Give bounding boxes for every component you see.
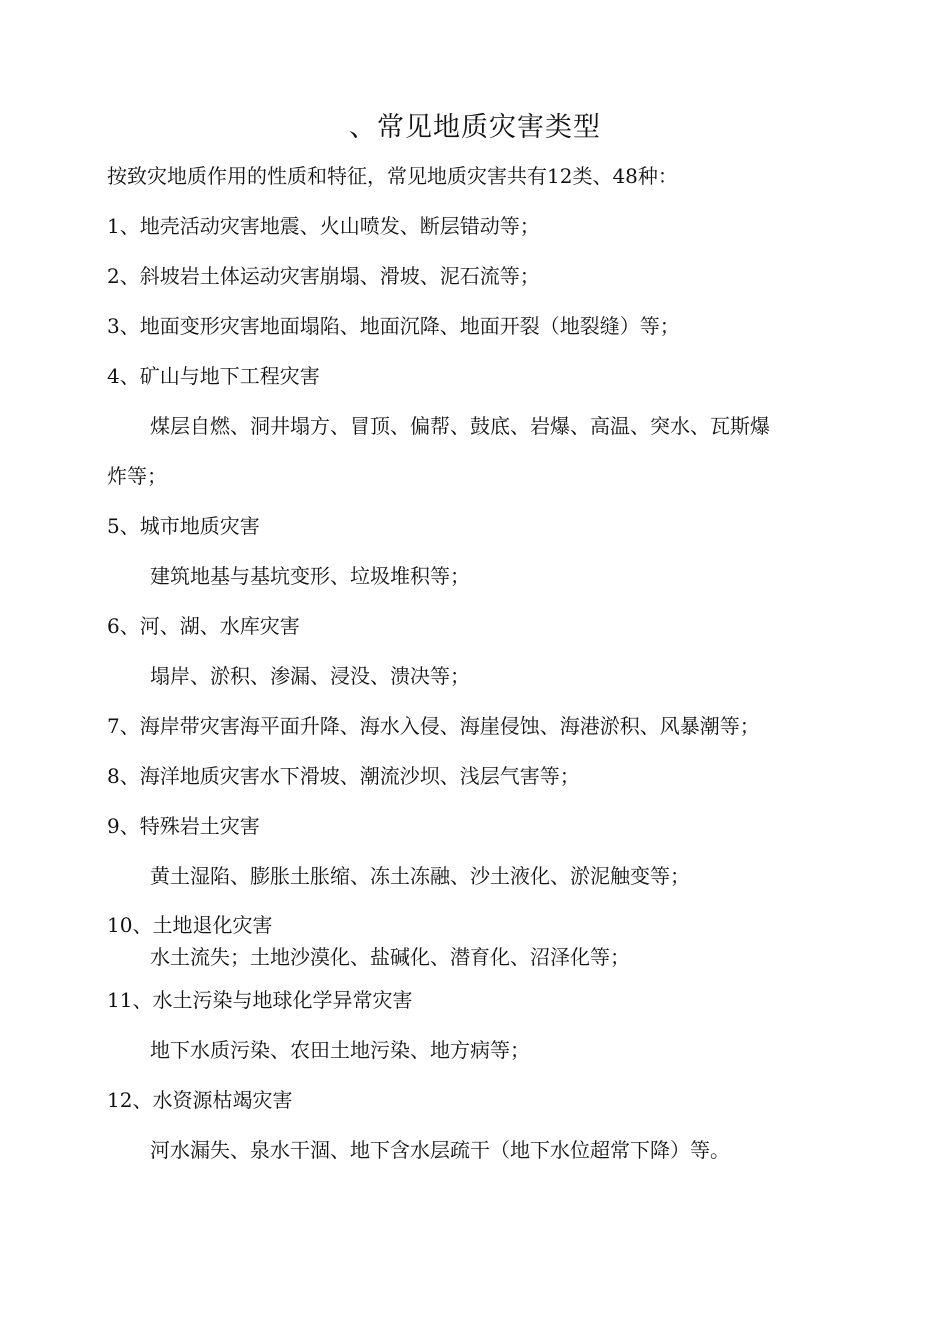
item-8-heading: 8、海洋地质灾害水下滑坡、潮流沙坝、浅层气害等；: [107, 764, 580, 788]
item-9-detail: 黄土湿陷、膨胀土胀缩、冻土冻融、沙土液化、淤泥触变等；: [150, 864, 690, 888]
item-5-heading: 5、城市地质灾害: [107, 514, 260, 538]
item-1-heading: 1、地壳活动灾害地震、火山喷发、断层错动等；: [107, 214, 540, 238]
item-4-detail: 煤层自燃、洞井塌方、冒顶、偏帮、鼓底、岩爆、高温、突水、瓦斯爆: [150, 414, 770, 438]
item-4-heading: 4、矿山与地下工程灾害: [107, 364, 320, 388]
item-11-detail: 地下水质污染、农田土地污染、地方病等；: [150, 1038, 530, 1062]
item-4-detail-continued: 炸等；: [107, 464, 167, 488]
item-3-heading: 3、地面变形灾害地面塌陷、地面沉降、地面开裂（地裂缝）等；: [107, 314, 680, 338]
item-9-heading: 9、特殊岩土灾害: [107, 814, 260, 838]
item-5-detail: 建筑地基与基坑变形、垃圾堆积等；: [150, 564, 470, 588]
item-10-detail: 水土流失；土地沙漠化、盐碱化、潜育化、沼泽化等；: [150, 945, 630, 969]
item-10-heading: 10、土地退化灾害: [107, 913, 273, 937]
item-11-heading: 11、水土污染与地球化学异常灾害: [107, 988, 413, 1012]
item-6-detail: 塌岸、淤积、渗漏、浸没、溃决等；: [150, 664, 470, 688]
item-2-heading: 2、斜坡岩土体运动灾害崩塌、滑坡、泥石流等；: [107, 264, 540, 288]
document-title: 、常见地质灾害类型: [349, 112, 601, 143]
item-7-heading: 7、海岸带灾害海平面升降、海水入侵、海崖侵蚀、海港淤积、风暴潮等；: [107, 714, 760, 738]
item-12-heading: 12、水资源枯竭灾害: [107, 1088, 293, 1112]
item-6-heading: 6、河、湖、水库灾害: [107, 614, 300, 638]
item-12-detail: 河水漏失、泉水干涸、地下含水层疏干（地下水位超常下降）等。: [150, 1138, 730, 1162]
intro-paragraph: 按致灾地质作用的性质和特征，常见地质灾害共有12类、48种：: [107, 164, 678, 188]
